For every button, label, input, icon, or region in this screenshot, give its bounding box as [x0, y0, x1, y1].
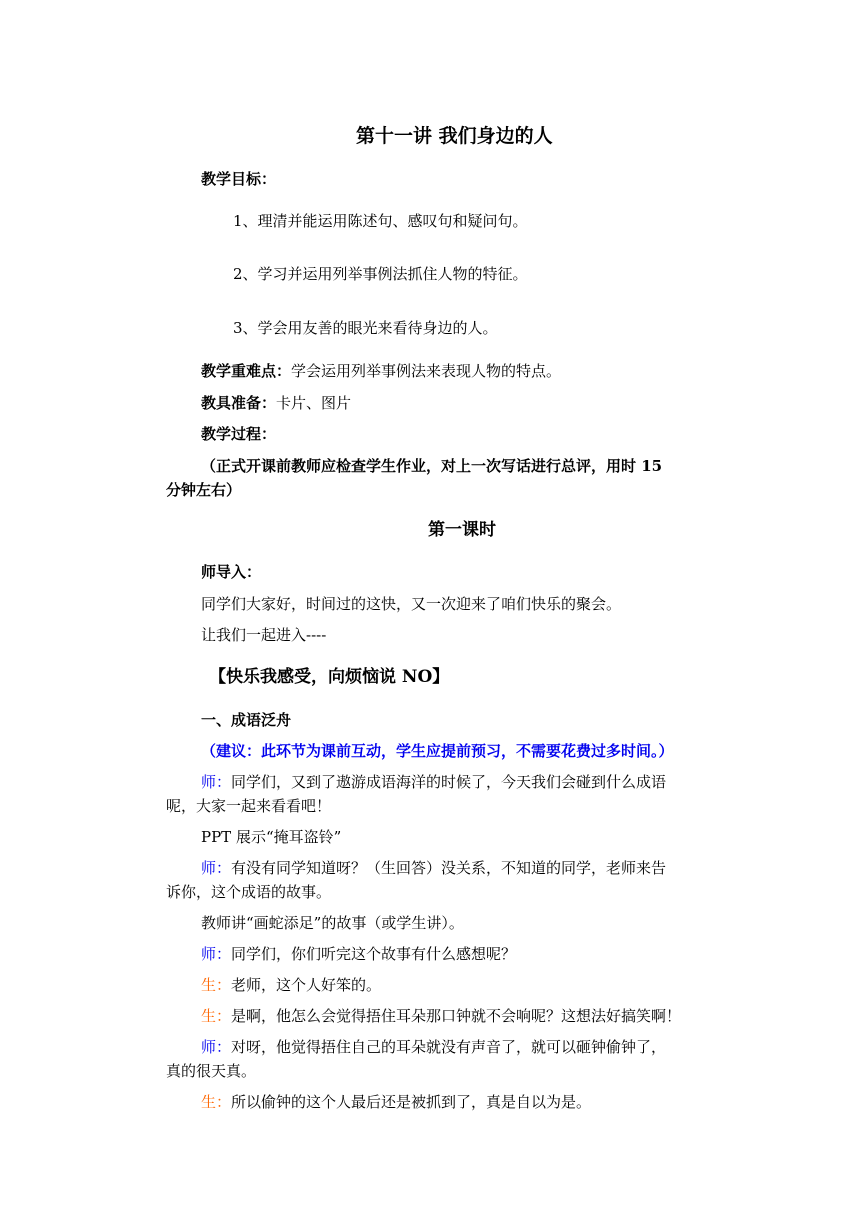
- process-note-cont: 分钟左右）: [166, 481, 242, 499]
- student-label: 生：: [201, 976, 232, 994]
- page-title: 第十一讲 我们身边的人: [356, 125, 553, 147]
- materials-label: 教具准备：: [201, 394, 277, 412]
- dialogue-student: [201, 1092, 591, 1112]
- dialogue-text: 有没有同学知道呀？（生回答）没关系，不知道的同学，老师来告: [231, 859, 667, 877]
- student-label: 生：: [201, 1093, 232, 1111]
- dialogue-teacher: [201, 1037, 666, 1057]
- story-line: 教师讲“画蛇添足”的故事（或学生讲）。: [201, 914, 464, 932]
- section-heading: 一、成语泛舟: [201, 711, 292, 729]
- objective-item: 3、学会用友善的眼光来看待身边的人。: [233, 319, 498, 337]
- dialogue-teacher: [201, 944, 516, 964]
- key-points-line: [201, 361, 561, 381]
- materials-text: 卡片、图片: [276, 394, 352, 412]
- dialogue-student: [201, 975, 381, 995]
- dialogue-cont: 呢，大家一起来看看吧！: [166, 797, 332, 815]
- lesson-title: 第一课时: [428, 520, 496, 540]
- teacher-label: 师：: [201, 945, 232, 963]
- dialogue-text: 老师，这个人好笨的。: [231, 976, 382, 994]
- ppt-line: PPT 展示“掩耳盗铃”: [201, 828, 342, 846]
- suggestion-note: （建议：此环节为课前互动，学生应提前预习，不需要花费过多时间。）: [201, 742, 674, 760]
- teacher-label: 师：: [201, 773, 232, 791]
- intro-line: 同学们大家好，时间过的这快，又一次迎来了咱们快乐的聚会。: [201, 595, 622, 613]
- teacher-label: 师：: [201, 1038, 232, 1056]
- dialogue-text: 同学们，又到了遨游成语海洋的时候了，今天我们会碰到什么成语: [231, 773, 667, 791]
- section-banner: 【快乐我感受，向烦恼说 NO】: [209, 667, 450, 687]
- dialogue-student: [201, 1006, 681, 1026]
- intro-label: 师导入：: [201, 563, 262, 581]
- dialogue-cont: 诉你，这个成语的故事。: [166, 883, 332, 901]
- objective-item: 2、学习并运用列举事例法抓住人物的特征。: [233, 265, 528, 283]
- key-points-text: 学会运用列举事例法来表现人物的特点。: [291, 362, 562, 380]
- dialogue-text: 是啊，他怎么会觉得捂住耳朵那口钟就不会响呢？这想法好搞笑啊！: [231, 1007, 682, 1025]
- intro-line: 让我们一起进入----: [201, 626, 327, 644]
- dialogue-text: 所以偷钟的这个人最后还是被抓到了，真是自以为是。: [231, 1093, 592, 1111]
- student-label: 生：: [201, 1007, 232, 1025]
- dialogue-text: 同学们，你们听完这个故事有什么感想呢？: [231, 945, 517, 963]
- key-points-label: 教学重难点：: [201, 362, 292, 380]
- teacher-label: 师：: [201, 859, 232, 877]
- objectives-label: 教学目标：: [201, 170, 277, 188]
- dialogue-text: 对呀，他觉得捂住自己的耳朵就没有声音了，就可以砸钟偷钟了，: [231, 1038, 667, 1056]
- dialogue-teacher: [201, 858, 666, 878]
- materials-line: [201, 393, 351, 413]
- objective-item: 1、理清并能运用陈述句、感叹句和疑问句。: [233, 212, 528, 230]
- dialogue-teacher: [201, 772, 666, 792]
- process-label: 教学过程：: [201, 425, 277, 443]
- dialogue-cont: 真的很天真。: [166, 1062, 257, 1080]
- process-note: （正式开课前教师应检查学生作业，对上一次写话进行总评，用时 15: [201, 457, 663, 475]
